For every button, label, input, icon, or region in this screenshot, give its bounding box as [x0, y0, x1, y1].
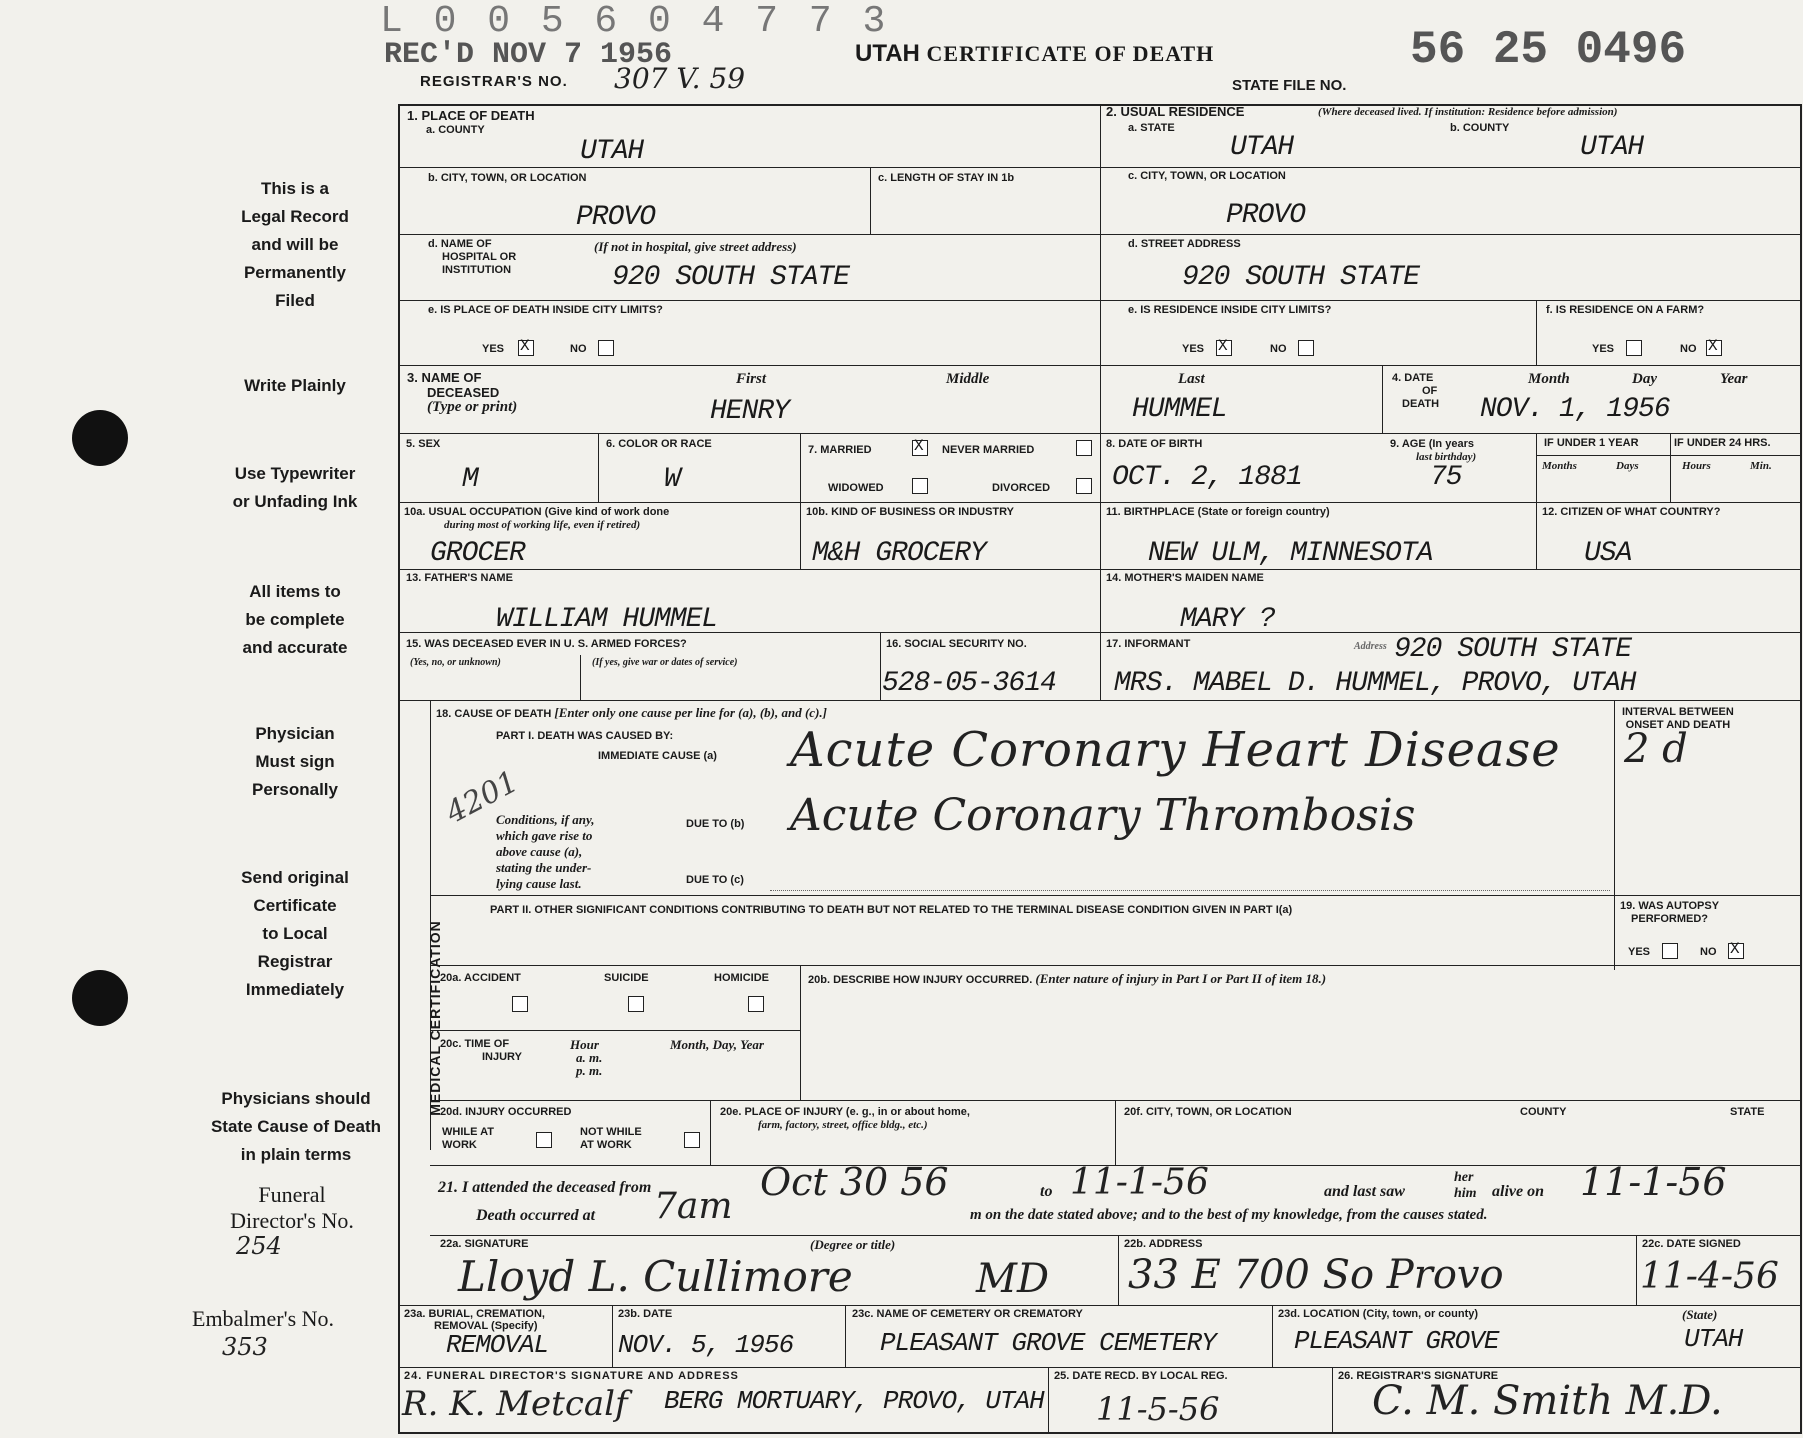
- label-text: 18. CAUSE OF DEATH: [436, 708, 552, 720]
- sex-label: 5. SEX: [406, 438, 441, 450]
- residence-inside-city-no-checkbox[interactable]: [1298, 340, 1314, 356]
- alive-on-label: alive on: [1492, 1183, 1544, 1200]
- label-line: 10a. USUAL OCCUPATION (Give kind of work done: [404, 506, 670, 518]
- sidebar-complete: [180, 578, 410, 662]
- title-text: CERTIFICATE OF DEATH: [926, 41, 1215, 66]
- label-line: her: [1454, 1170, 1474, 1185]
- informant-label: 17. INFORMANT: [1106, 638, 1191, 650]
- location-label: 23d. LOCATION (City, town, or county): [1278, 1308, 1479, 1320]
- race-value: W: [664, 464, 680, 495]
- icd-code: 4201: [440, 764, 525, 831]
- divider: [1100, 167, 1802, 168]
- divider: [1536, 455, 1802, 456]
- degree-label: (Degree or title): [810, 1237, 896, 1252]
- divider: [398, 1367, 1802, 1368]
- death-city-limits-label: e. IS PLACE OF DEATH INSIDE CITY LIMITS?: [428, 304, 663, 316]
- autopsy-yes-checkbox[interactable]: [1662, 943, 1678, 959]
- funeral-director-signature: R. K. Metcalf: [402, 1384, 628, 1424]
- funeral-director-address: BERG MORTUARY, PROVO, UTAH: [664, 1386, 1044, 1416]
- yes-label: YES: [1592, 343, 1615, 355]
- label-line: him: [1454, 1186, 1477, 1201]
- date-received-value: 11-5-56: [1096, 1390, 1220, 1428]
- funeral-director-no: [192, 1182, 392, 1234]
- death-city-label: b. CITY, TOWN, OR LOCATION: [428, 172, 587, 184]
- label-line: 20e. PLACE OF INJURY (e. g., in or about home,: [720, 1106, 970, 1118]
- divider: [398, 433, 1802, 434]
- registrar-signature-label: 26. REGISTRAR'S SIGNATURE: [1338, 1370, 1499, 1382]
- street-address-value: 920 SOUTH STATE: [1182, 262, 1420, 293]
- label-line: 4. DATE: [1392, 372, 1434, 384]
- sidebar-line: All items to: [249, 582, 341, 601]
- armed-forces-label: 15. WAS DECEASED EVER IN U. S. ARMED FORCES?: [406, 638, 687, 650]
- hour-label: [570, 1038, 602, 1077]
- accident-label: 20a. ACCIDENT: [440, 972, 521, 984]
- funeral-director-label: 24. FUNERAL DIRECTOR'S SIGNATURE AND ADDRESS: [404, 1370, 739, 1382]
- label-line: lying cause last.: [496, 876, 582, 891]
- embalmer-no-value: 353: [222, 1333, 268, 1361]
- divider: [1536, 433, 1537, 569]
- divider: [1636, 1235, 1637, 1305]
- label-line: 19. WAS AUTOPSY: [1620, 900, 1720, 912]
- cause-interval-value: 2 d: [1624, 726, 1688, 772]
- residence-city-label: c. CITY, TOWN, OR LOCATION: [1128, 170, 1286, 182]
- residence-city-value: PROVO: [1226, 200, 1306, 231]
- while-at-work-label: [442, 1126, 494, 1152]
- divider: [398, 167, 1100, 168]
- cemetery-value: PLEASANT GROVE CEMETERY: [880, 1328, 1216, 1358]
- part-one-label: PART I. DEATH WAS CAUSED BY:: [496, 730, 674, 742]
- divider: [430, 1100, 1802, 1101]
- title: [855, 40, 1214, 68]
- label-line: DEATH: [1402, 398, 1440, 410]
- due-to-c-label: DUE TO (c): [686, 874, 744, 886]
- autopsy-label: [1620, 900, 1719, 926]
- mother-name-value: MARY ?: [1180, 604, 1275, 635]
- date-of-death-label: [1392, 372, 1439, 411]
- year-label: Year: [1720, 371, 1748, 387]
- no-label: NO: [570, 343, 587, 355]
- immediate-cause-label: IMMEDIATE CAUSE (a): [598, 750, 717, 762]
- sidebar-line: and accurate: [242, 638, 348, 657]
- last-name-value: HUMMEL: [1132, 394, 1227, 425]
- sidebar-line: be complete: [245, 610, 345, 629]
- disposition-date-label: 23b. DATE: [618, 1308, 673, 1320]
- father-name-label: 13. FATHER'S NAME: [406, 572, 513, 584]
- injury-county-label: COUNTY: [1520, 1106, 1567, 1118]
- divider: [1272, 1305, 1273, 1367]
- divider: [880, 632, 881, 700]
- divider: [612, 1305, 613, 1367]
- last-seen-value: 11-1-56: [1580, 1160, 1727, 1204]
- sidebar-line: Personally: [252, 780, 338, 799]
- sidebar-line: or Unfading Ink: [232, 492, 358, 511]
- business-label: 10b. KIND OF BUSINESS OR INDUSTRY: [806, 506, 1015, 518]
- cause-b-value: Acute Coronary Thrombosis: [790, 790, 1416, 841]
- label-line: REMOVAL (Specify): [434, 1320, 538, 1332]
- burial-state-label: (State): [1682, 1307, 1718, 1322]
- sidebar-cause: [186, 1085, 406, 1169]
- divider: [1048, 1367, 1049, 1434]
- death-inside-city-no-checkbox[interactable]: [598, 340, 614, 356]
- divider: [1382, 365, 1383, 433]
- due-to-b-label: DUE TO (b): [686, 818, 745, 830]
- sidebar-line: Send original: [241, 868, 349, 887]
- label-line: 9. AGE (In years: [1390, 438, 1474, 450]
- sidebar-line: Filed: [275, 291, 315, 310]
- ssn-value: 528-05-3614: [882, 668, 1056, 699]
- widowed-label: WIDOWED: [828, 482, 884, 494]
- label-text: 20b. DESCRIBE HOW INJURY OCCURRED.: [808, 974, 1033, 986]
- age-label: [1390, 438, 1476, 464]
- registrar-no-value: 307 V. 59: [614, 62, 746, 95]
- location-value: PLEASANT GROVE: [1294, 1326, 1499, 1356]
- burial-state-value: UTAH: [1684, 1324, 1743, 1354]
- label-line: OF: [1422, 385, 1438, 397]
- date-of-birth-value: OCT. 2, 1881: [1112, 462, 1302, 493]
- date-of-birth-label: 8. DATE OF BIRTH: [1106, 438, 1203, 450]
- sidebar-line: Must sign: [255, 752, 335, 771]
- birthplace-label: 11. BIRTHPLACE (State or foreign country): [1106, 506, 1330, 518]
- serial-number: L 0 0 5 6 0 4 7 7 3: [380, 0, 890, 43]
- sidebar-line: Use Typewriter: [234, 464, 356, 483]
- not-while-at-work-checkbox[interactable]: [684, 1132, 700, 1148]
- sidebar-line: Physicians should: [221, 1089, 371, 1108]
- middle-label: Middle: [946, 371, 990, 387]
- conditions-note: [496, 812, 594, 892]
- her-him-label: [1454, 1170, 1477, 1202]
- hospital-label: [428, 238, 516, 277]
- sidebar-line: Physician: [255, 724, 335, 743]
- medical-certification-label: MEDICAL CERTIFICATION: [427, 920, 443, 1116]
- county-label: a. COUNTY: [426, 124, 485, 136]
- sidebar-write: Write Plainly: [244, 376, 346, 395]
- divider: [430, 1235, 1802, 1236]
- divider: [1100, 104, 1101, 700]
- under-one-year-label: IF UNDER 1 YEAR: [1544, 437, 1639, 449]
- label-line: INTERVAL BETWEEN: [1622, 706, 1734, 718]
- label-line: which gave rise to: [496, 828, 593, 843]
- sidebar-line: Registrar: [257, 952, 333, 971]
- hours-label: Hours: [1682, 460, 1711, 472]
- citizen-label: 12. CITIZEN OF WHAT COUNTRY?: [1542, 506, 1721, 518]
- label-text: [Enter only one cause per line for (a), (b), and (c).]: [554, 705, 827, 720]
- cemetery-label: 23c. NAME OF CEMETERY OR CREMATORY: [852, 1308, 1083, 1320]
- physician-address-label: 22b. ADDRESS: [1124, 1238, 1203, 1250]
- time-of-injury-label: [440, 1038, 522, 1064]
- divider: [398, 700, 1802, 701]
- residence-state-label: a. STATE: [1128, 122, 1175, 134]
- divider: [398, 365, 1802, 366]
- label-line: stating the under-: [496, 860, 592, 875]
- divider: [710, 1100, 711, 1165]
- sidebar-line: Permanently: [243, 263, 347, 282]
- date-signed-value: 11-4-56: [1640, 1256, 1779, 1297]
- label-line: a. m.: [576, 1050, 603, 1065]
- disposition-label: [404, 1308, 545, 1332]
- attestation-label: m on the date stated above; and to the best of my knowledge, from the causes stated.: [970, 1207, 1488, 1223]
- rule: [770, 890, 1610, 891]
- label-line: WHILE AT: [442, 1126, 494, 1138]
- label-line: HOSPITAL OR: [442, 251, 517, 263]
- sidebar-line: Immediately: [245, 980, 345, 999]
- farm-yes-checkbox[interactable]: [1626, 340, 1642, 356]
- sex-value: M: [462, 464, 478, 495]
- funeral-director-no-value: 254: [236, 1232, 282, 1260]
- while-at-work-checkbox[interactable]: [536, 1132, 552, 1148]
- injury-description-label: [808, 972, 1326, 987]
- business-value: M&H GROCERY: [812, 538, 986, 569]
- occupation-label: [404, 506, 669, 532]
- suicide-label: SUICIDE: [604, 972, 649, 984]
- street-address-label: d. STREET ADDRESS: [1128, 238, 1241, 250]
- date-signed-label: 22c. DATE SIGNED: [1642, 1238, 1741, 1250]
- no-label: NO: [1270, 343, 1287, 355]
- label-line: last birthday): [1416, 451, 1477, 463]
- disposition-date-value: NOV. 5, 1956: [618, 1330, 794, 1360]
- sidebar-line: to Local: [262, 924, 328, 943]
- title-state: UTAH: [855, 40, 920, 67]
- armed-forces-note-b: (If yes, give war or dates of service): [592, 657, 738, 668]
- label-line: DECEASED: [427, 385, 500, 400]
- divider: [430, 1030, 800, 1031]
- divorced-label: DIVORCED: [992, 482, 1051, 494]
- label-line: ONSET AND DEATH: [1625, 719, 1731, 731]
- occupation-value: GROCER: [430, 538, 525, 569]
- yes-label: YES: [482, 343, 505, 355]
- cause-of-death-label: [436, 706, 827, 721]
- married-label: 7. MARRIED: [808, 444, 872, 456]
- physician-degree: MD: [976, 1256, 1050, 1302]
- divider: [1614, 700, 1615, 970]
- part-two-label: PART II. OTHER SIGNIFICANT CONDITIONS CONTRIBUTING TO DEATH BUT NOT RELATED TO THE TERMINAL DISEASE CONDITION GIVEN IN PART I(a): [490, 904, 1293, 916]
- farm-label: f. IS RESIDENCE ON A FARM?: [1546, 304, 1705, 316]
- label-line: AT WORK: [580, 1139, 632, 1151]
- residence-state-value: UTAH: [1230, 132, 1294, 163]
- sidebar-line: Certificate: [253, 896, 337, 915]
- physician-signature: Lloyd L. Cullimore: [458, 1252, 853, 1301]
- injury-occurred-label: 20d. INJURY OCCURRED: [440, 1106, 572, 1118]
- name-label: [407, 370, 517, 415]
- day-label: Day: [1632, 371, 1657, 387]
- informant-value: MRS. MABEL D. HUMMEL, PROVO, UTAH: [1114, 668, 1636, 699]
- death-city-value: PROVO: [576, 202, 656, 233]
- sidebar-line: This is a: [260, 179, 330, 198]
- widowed-checkbox[interactable]: [912, 478, 928, 494]
- death-occurred-label: Death occurred at: [476, 1207, 596, 1224]
- residence-city-limits-label: e. IS RESIDENCE INSIDE CITY LIMITS?: [1128, 304, 1332, 316]
- birthplace-value: NEW ULM, MINNESOTA: [1148, 538, 1433, 569]
- interval-label: [1622, 706, 1734, 732]
- injury-city-label: 20f. CITY, TOWN, OR LOCATION: [1124, 1106, 1292, 1118]
- label-line: farm, factory, street, office bldg., etc.): [758, 1119, 928, 1131]
- divider: [1670, 433, 1671, 502]
- first-label: First: [736, 371, 767, 387]
- sidebar-line: Legal Record: [241, 207, 349, 226]
- label-line: WORK: [442, 1139, 477, 1151]
- label-line: p. m.: [576, 1063, 603, 1078]
- hospital-value: 920 SOUTH STATE: [612, 262, 850, 293]
- divider: [598, 433, 599, 502]
- informant-address-label: Address: [1354, 641, 1387, 652]
- label-line: 20c. TIME OF: [440, 1038, 510, 1050]
- divider: [430, 895, 1802, 896]
- registrar-signature: C. M. Smith M.D.: [1372, 1378, 1723, 1424]
- date-of-death-value: NOV. 1, 1956: [1480, 394, 1670, 425]
- place-of-injury-label: [720, 1106, 970, 1132]
- not-while-at-work-label: [580, 1126, 642, 1152]
- death-county-value: UTAH: [580, 136, 644, 167]
- yes-label: YES: [1182, 343, 1205, 355]
- hospital-note: (If not in hospital, give street address): [594, 239, 797, 254]
- place-of-death-label: 1. PLACE OF DEATH: [407, 108, 535, 123]
- residence-inside-city-yes-checkbox[interactable]: [1216, 340, 1232, 356]
- no-label: NO: [1700, 946, 1717, 958]
- label-line: INSTITUTION: [442, 264, 512, 276]
- autopsy-no-checkbox[interactable]: [1728, 943, 1744, 959]
- label-line: (Type or print): [427, 399, 518, 415]
- signature-label: 22a. SIGNATURE: [440, 1238, 529, 1250]
- divider: [1118, 1235, 1119, 1305]
- divider: [580, 655, 581, 700]
- label-line: Hour: [570, 1037, 599, 1052]
- sidebar-send: [180, 864, 410, 1004]
- punch-hole: [72, 970, 128, 1026]
- divorced-checkbox[interactable]: [1076, 478, 1092, 494]
- label-line: PERFORMED?: [1631, 913, 1709, 925]
- physician-address-value: 33 E 700 So Provo: [1128, 1252, 1504, 1298]
- mother-name-label: 14. MOTHER'S MAIDEN NAME: [1106, 572, 1264, 584]
- never-married-label: NEVER MARRIED: [942, 444, 1035, 456]
- divider: [845, 1305, 846, 1367]
- cause-a-value: Acute Coronary Heart Disease: [790, 722, 1561, 778]
- sidebar-line: State Cause of Death: [210, 1117, 382, 1136]
- last-saw-label: and last saw: [1324, 1183, 1405, 1200]
- divider: [1332, 1367, 1333, 1434]
- received-stamp: REC'D NOV 7 1956: [384, 38, 673, 72]
- sidebar-line: Director's No.: [230, 1208, 354, 1233]
- punch-hole: [72, 410, 128, 466]
- sidebar-line: Funeral: [258, 1182, 326, 1207]
- informant-address-value: 920 SOUTH STATE: [1394, 634, 1632, 665]
- label-line: during most of working life, even if retired): [444, 519, 641, 531]
- divider: [1115, 1100, 1116, 1165]
- injury-state-label: STATE: [1730, 1106, 1765, 1118]
- married-checkbox[interactable]: [912, 440, 928, 456]
- father-name-value: WILLIAM HUMMEL: [496, 604, 718, 635]
- sidebar-typewriter: [180, 460, 410, 516]
- mdy-label: Month, Day, Year: [670, 1037, 764, 1052]
- never-married-checkbox[interactable]: [1076, 440, 1092, 456]
- attended-from-value: Oct 30 56: [760, 1160, 949, 1204]
- divider: [430, 965, 1802, 966]
- label-line: 23a. BURIAL, CREMATION,: [404, 1308, 545, 1320]
- armed-forces-note-a: (Yes, no, or unknown): [410, 657, 501, 668]
- label-line: 3. NAME OF: [407, 370, 482, 385]
- last-label: Last: [1178, 371, 1205, 387]
- divider: [398, 300, 1802, 301]
- disposition-value: REMOVAL: [446, 1330, 549, 1360]
- under-24-hours-label: IF UNDER 24 HRS.: [1674, 437, 1771, 449]
- sidebar-physician: [180, 720, 410, 804]
- homicide-label: HOMICIDE: [714, 972, 769, 984]
- citizen-value: USA: [1584, 538, 1632, 569]
- divider: [398, 1305, 1802, 1306]
- label-line: NOT WHILE: [580, 1126, 642, 1138]
- divider: [398, 502, 1802, 503]
- attended-to-value: 11-1-56: [1070, 1162, 1209, 1203]
- length-of-stay-label: c. LENGTH OF STAY IN 1b: [878, 172, 1015, 184]
- sidebar-legal: [180, 175, 410, 315]
- age-value: 75: [1430, 462, 1462, 493]
- divider: [1536, 300, 1537, 365]
- attended-label: 21. I attended the deceased from: [438, 1179, 652, 1196]
- first-name-value: HENRY: [710, 396, 790, 427]
- month-label: Month: [1528, 371, 1570, 387]
- to-label: to: [1040, 1183, 1053, 1200]
- death-inside-city-yes-checkbox[interactable]: [518, 340, 534, 356]
- divider: [398, 569, 1802, 570]
- yes-label: YES: [1628, 946, 1651, 958]
- label-line: Conditions, if any,: [496, 812, 595, 827]
- divider: [398, 234, 1802, 235]
- registrar-no-label: REGISTRAR'S NO.: [420, 73, 568, 90]
- usual-residence-label: 2. USUAL RESIDENCE: [1106, 104, 1245, 119]
- residence-county-value: UTAH: [1580, 132, 1644, 163]
- farm-no-checkbox[interactable]: [1706, 340, 1722, 356]
- divider: [800, 965, 801, 1100]
- state-file-value: 56 25 0496: [1410, 24, 1687, 76]
- sidebar-line: in plain terms: [240, 1145, 352, 1164]
- ssn-label: 16. SOCIAL SECURITY NO.: [886, 638, 1027, 650]
- usual-residence-note: (Where deceased lived. If institution: Residence before admission): [1318, 106, 1618, 118]
- embalmer-no-label: Embalmer's No.: [192, 1306, 335, 1331]
- suicide-checkbox[interactable]: [628, 996, 644, 1012]
- divider: [800, 433, 801, 569]
- residence-county-label: b. COUNTY: [1450, 122, 1510, 134]
- months-label: Months: [1542, 460, 1577, 472]
- label-line: INJURY: [482, 1051, 522, 1063]
- label-text: (Enter nature of injury in Part I or Part II of item 18.): [1035, 971, 1327, 986]
- date-received-label: 25. DATE RECD. BY LOCAL REG.: [1054, 1370, 1228, 1382]
- homicide-checkbox[interactable]: [748, 996, 764, 1012]
- min-label: Min.: [1750, 460, 1772, 472]
- race-label: 6. COLOR OR RACE: [606, 438, 712, 450]
- state-file-label: STATE FILE NO.: [1232, 77, 1347, 94]
- days-label: Days: [1616, 460, 1639, 472]
- no-label: NO: [1680, 343, 1697, 355]
- divider: [870, 167, 871, 234]
- sidebar-line: and will be: [251, 235, 339, 254]
- death-time-value: 7am: [654, 1186, 733, 1227]
- label-line: above cause (a),: [496, 844, 583, 859]
- label-line: d. NAME OF: [428, 238, 492, 250]
- accident-checkbox[interactable]: [512, 996, 528, 1012]
